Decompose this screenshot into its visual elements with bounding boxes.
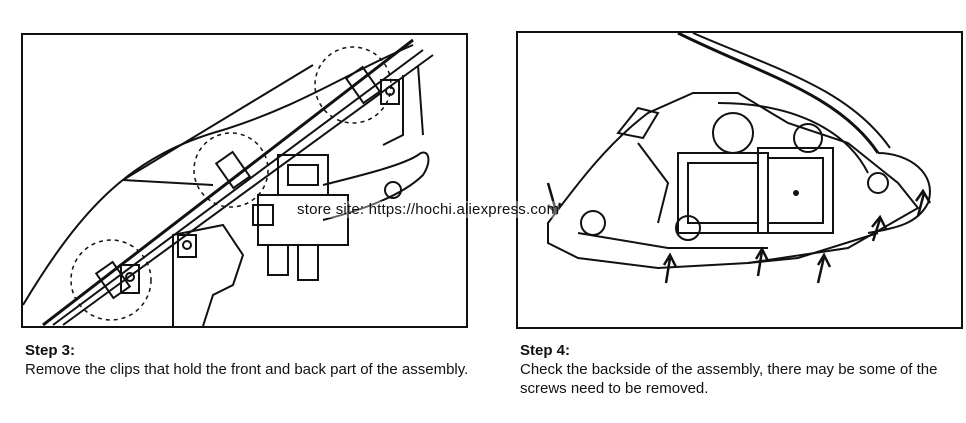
step3-title: Step 3: (25, 342, 76, 359)
step3-description: Remove the clips that hold the front and back part of the assembly. (25, 361, 469, 378)
store-watermark: store site: https://hochi.aliexpress.com (297, 201, 560, 218)
step4-illustration (516, 31, 963, 329)
step4-caption (520, 341, 960, 398)
step4-description: Check the backside of the assembly, there may be some of the screws need to be removed. (520, 361, 938, 397)
step3-illustration (21, 33, 468, 328)
step4-title: Step 4: (520, 342, 571, 359)
step3-caption (25, 341, 475, 379)
